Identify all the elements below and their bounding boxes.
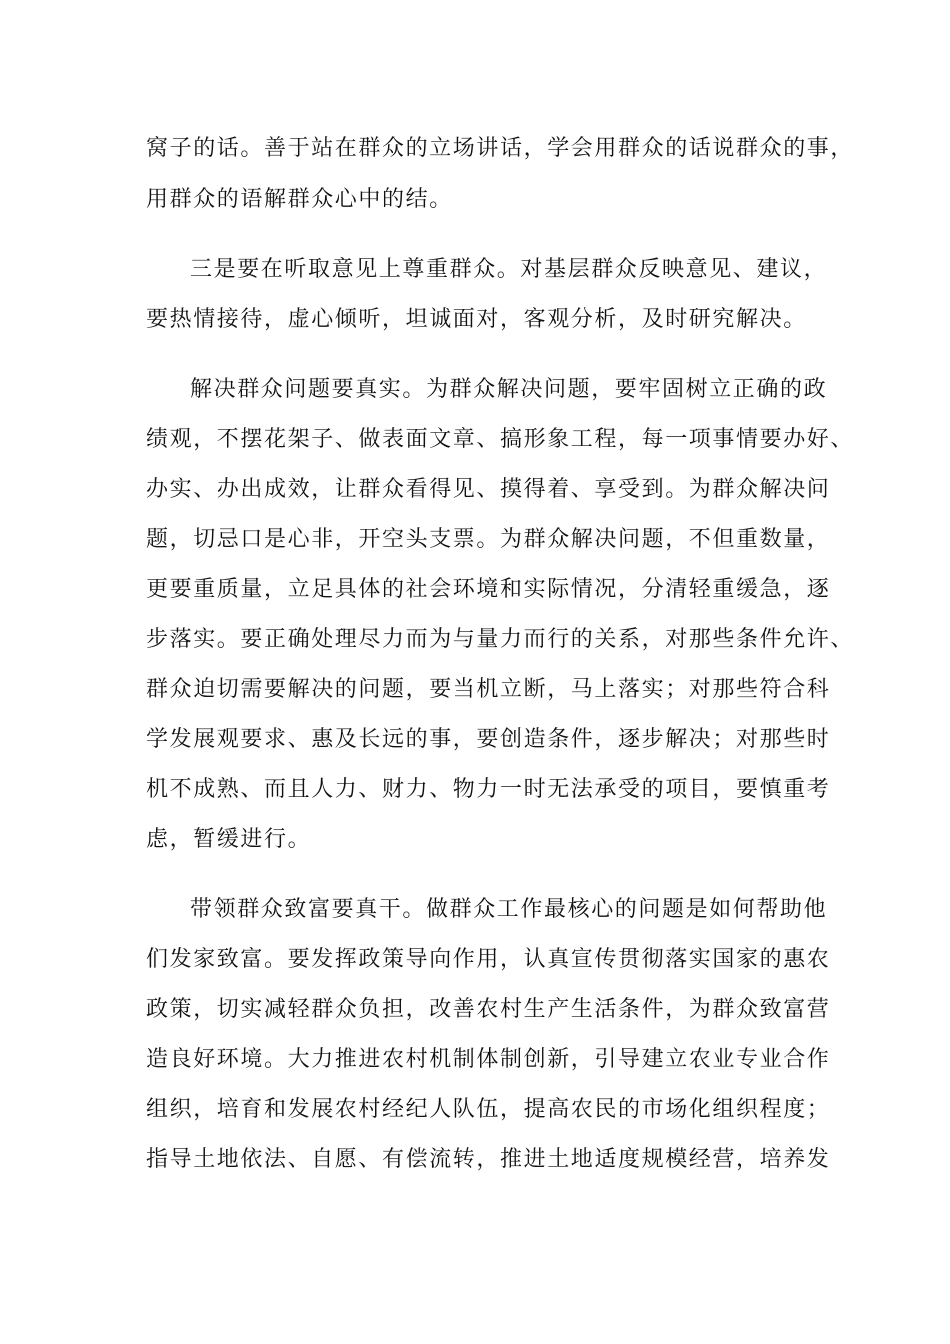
paragraph-line: 们发家致富。要发挥政策导向作用，认真宣传贯彻落实国家的惠农	[146, 947, 831, 972]
paragraph-line: 组织，培育和发展农村经纪人队伍，提高农民的市场化组织程度；	[146, 1097, 831, 1122]
paragraph-line: 窝子的话。善于站在群众的立场讲话，学会用群众的话说群众的事，	[146, 136, 855, 161]
paragraph-line: 带领群众致富要真干。做群众工作最核心的问题是如何帮助他	[190, 897, 828, 922]
paragraph-line: 办实、办出成效，让群众看得见、摸得着、享受到。为群众解决问	[146, 477, 831, 502]
paragraph-line: 机不成熟、而且人力、财力、物力一时无法承受的项目，要慎重考	[146, 777, 831, 802]
paragraph-line: 虑，暂缓进行。	[146, 827, 312, 852]
paragraph-line: 步落实。要正确处理尽力而为与量力而行的关系，对那些条件允许、	[146, 627, 855, 652]
paragraph-line: 用群众的语解群众心中的结。	[146, 187, 453, 212]
paragraph-line: 解决群众问题要真实。为群众解决问题，要牢固树立正确的政	[190, 377, 828, 402]
paragraph-line: 群众迫切需要解决的问题，要当机立断，马上落实；对那些符合科	[146, 677, 831, 702]
paragraph-line: 造良好环境。大力推进农村机制体制创新，引导建立农业专业合作	[146, 1047, 831, 1072]
paragraph-line: 更要重质量，立足具体的社会环境和实际情况，分清轻重缓急，逐	[146, 577, 831, 602]
paragraph-line: 要热情接待，虚心倾听，坦诚面对，客观分析，及时研究解决。	[146, 307, 807, 332]
paragraph-line: 题，切忌口是心非，开空头支票。为群众解决问题，不但重数量，	[146, 527, 831, 552]
paragraph-line: 学发展观要求、惠及长远的事，要创造条件，逐步解决；对那些时	[146, 727, 831, 752]
paragraph-line: 绩观，不摆花架子、做表面文章、搞形象工程，每一项事情要办好、	[146, 427, 855, 452]
paragraph-line: 三是要在听取意见上尊重群众。对基层群众反映意见、建议，	[190, 257, 828, 282]
paragraph-line: 政策，切实减轻群众负担，改善农村生产生活条件，为群众致富营	[146, 997, 831, 1022]
paragraph-line: 指导土地依法、自愿、有偿流转，推进土地适度规模经营，培养发	[146, 1147, 831, 1172]
